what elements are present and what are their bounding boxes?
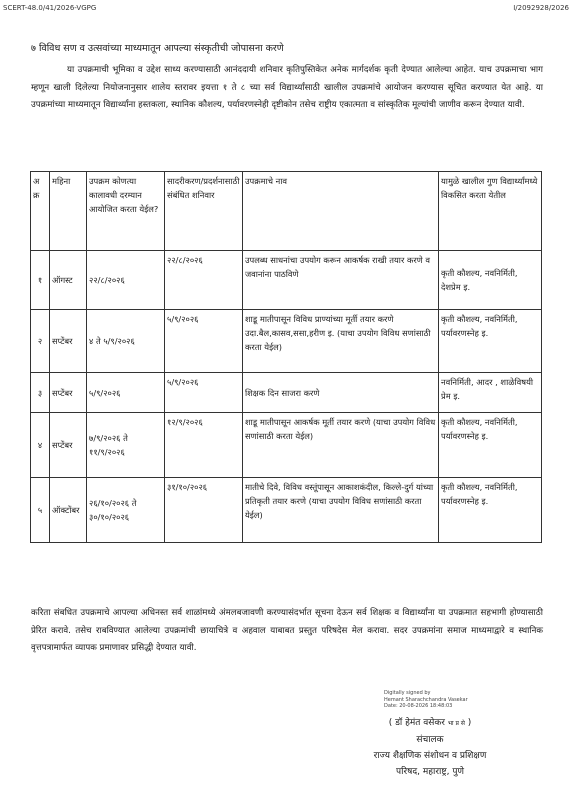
table-row (31, 478, 542, 543)
row-activity: शाडू मातीपासून आकर्षक मूर्ती तयार करणे (याचा उपयोग विविध सणांसाठी करता येईल) (243, 413, 439, 478)
row-saturday: १२/९/२०२६ (165, 413, 243, 478)
row-activity: शाडू मातीपासून विविध प्राण्यांच्या मूर्ती तयार करणे उदा.बैल,कासव,ससा,हरीण इ. (याचा उपयोग विविध सणांसाठी करता येईल) (243, 310, 439, 373)
closing-paragraph: करिता संबधित उपक्रमाचे आपल्या अधिनस्त सर्व शाळांमध्ये अंमलबजावणी करण्यासंदर्भात सूचना देऊन सर्व शिक्षक व विद्यार्थ्यांना या उपक्रमात सहभागी होण्यासाठी प्रेरित करावे. तसेच राबविण्यात आलेल्या उपक्रमांची छायाचित्रे व अहवाल याबाबत प्रस्तुत परिषदेस मेल करावा. सदर उपक्रमांना समाज माध्यमाद्वारे व स्थानिक वृत्तपत्रामार्फत व्यापक प्रमाणावर प्रसिद्धी देण्यात यावी. (31, 608, 543, 653)
signatory-close: ) (467, 718, 472, 728)
signature-line: Digitally signed by (384, 690, 431, 696)
header-serial: अ क्र (31, 172, 50, 251)
signatory-name: ( डॉ हेमंत वसेकर (388, 718, 445, 728)
document-reference-left: SCERT-48.0/41/2026-VGPG (3, 4, 97, 12)
row-serial: ५ (31, 478, 50, 543)
row-period: ७/९/२०२६ ते ११/९/२०२६ (87, 413, 165, 478)
row-activity: मातीचे दिवे, विविध वस्तूंपासून आकाशकंदील, किल्ले-दुर्ग यांच्या प्रतिकृती तयार करणे (याचा उपयोग विविध सणांसाठी करता येईल) (243, 478, 439, 543)
row-month: ऑगस्ट (50, 251, 87, 310)
row-serial: १ (31, 251, 50, 310)
activity-table (30, 171, 542, 543)
signatory-block (300, 715, 560, 780)
signatory-service: भा प्र से (447, 720, 465, 727)
row-month: सप्टेंबर (50, 413, 87, 478)
row-month: ऑक्टोंबर (50, 478, 87, 543)
row-saturday: ५/९/२०२६ (165, 373, 243, 413)
intro-paragraph: या उपक्रमाची भूमिका व उद्देश साध्य करण्यासाठी आनंददायी शनिवार कृतिपुस्तिकेत अनेक मार्गदर्शक कृती देण्यात आलेल्या आहेत. याच उपक्रमाचा भाग म्हणून खाली दिलेल्या नियोजनानुसार शालेय स्तरावर इयत्ता १ ते ८ च्या सर्व विद्यार्थ्यांसाठी खालील उपक्रमांचे आयोजन करण्यास सूचित करण्यात येत आहे. या उपक्रमांच्या माध्यमातून विद्यार्थ्यांना हस्तकला, स्थानिक कौशल्य, पर्यावरणस्नेही दृष्टीकोन तसेच राष्ट्रीय एकात्मता व सांस्कृतिक मूल्यांची जाणीव करून देण्यात यावी. (31, 65, 543, 110)
table-row (31, 251, 542, 310)
signatory-location: परिषद, महाराष्ट्र, पुणे (396, 767, 464, 777)
document-reference-right: I/2092928/2026 (513, 4, 569, 12)
row-serial: ३ (31, 373, 50, 413)
header-saturday: सादरीकरण/प्रदर्शनासाठी संबंधित शनिवार (165, 172, 243, 251)
row-saturday: ५/९/२०२६ (165, 310, 243, 373)
signature-date: Date: 20-08-2026 18:48:03 (384, 703, 453, 709)
row-serial: ४ (31, 413, 50, 478)
row-saturday: ३१/१०/२०२६ (165, 478, 243, 543)
row-month: सप्टेंबर (50, 373, 87, 413)
table-row (31, 413, 542, 478)
table-row (31, 310, 542, 373)
header-activity: उपक्रमाचे नाव (243, 172, 439, 251)
signature-signer: Hemant Sharachchandra Vasekar (384, 696, 468, 703)
row-qualities: नवनिर्मिती, आदर , शाळेविषयी प्रेम इ. (439, 373, 542, 413)
signatory-name-line (300, 715, 560, 732)
row-month: सप्टेंबर (50, 310, 87, 373)
row-saturday: २२/८/२०२६ (165, 251, 243, 310)
row-period: ५/९/२०२६ (87, 373, 165, 413)
header-month: महिना (50, 172, 87, 251)
row-qualities: कृती कौशल्य, नवनिर्मिती, देशप्रेम इ. (439, 251, 542, 310)
row-period: २२/८/२०२६ (87, 251, 165, 310)
table-header-row (31, 172, 542, 251)
signatory-designation: संचालक (416, 735, 444, 745)
row-period: ४ ते ५/९/२०२६ (87, 310, 165, 373)
section-heading: ७ विविध सण व उत्सवांच्या माध्यमातून आपल्या संस्कृतीची जोपासना करणे (31, 43, 284, 54)
row-qualities: कृती कौशल्य, नवनिर्मिती, पर्यावरणस्नेह इ. (439, 478, 542, 543)
signatory-office: राज्य शैक्षणिक संशोधन व प्रशिक्षण (373, 751, 487, 761)
row-activity: शिक्षक दिन साजरा करणे (243, 373, 439, 413)
row-qualities: कृती कौशल्य, नवनिर्मिती, पर्यावरणस्नेह इ. (439, 413, 542, 478)
header-qualities: यामुळे खालील गुण विद्यार्थ्यांमध्ये विकसित करता येतील (439, 172, 542, 251)
row-period: २६/१०/२०२६ ते ३०/१०/२०२६ (87, 478, 165, 543)
row-qualities: कृती कौशल्य, नवनिर्मिती, पर्यावरणस्नेह इ. (439, 310, 542, 373)
row-activity: उपलब्ध साधनांचा उपयोग करून आकर्षक राखी तयार करणे व जवानांना पाठविणे (243, 251, 439, 310)
row-serial: २ (31, 310, 50, 373)
table-row (31, 373, 542, 413)
header-period: उपक्रम कोणत्या कालावधी दरम्यान आयोजित करता येईल? (87, 172, 165, 251)
digital-signature-stamp (384, 690, 468, 710)
